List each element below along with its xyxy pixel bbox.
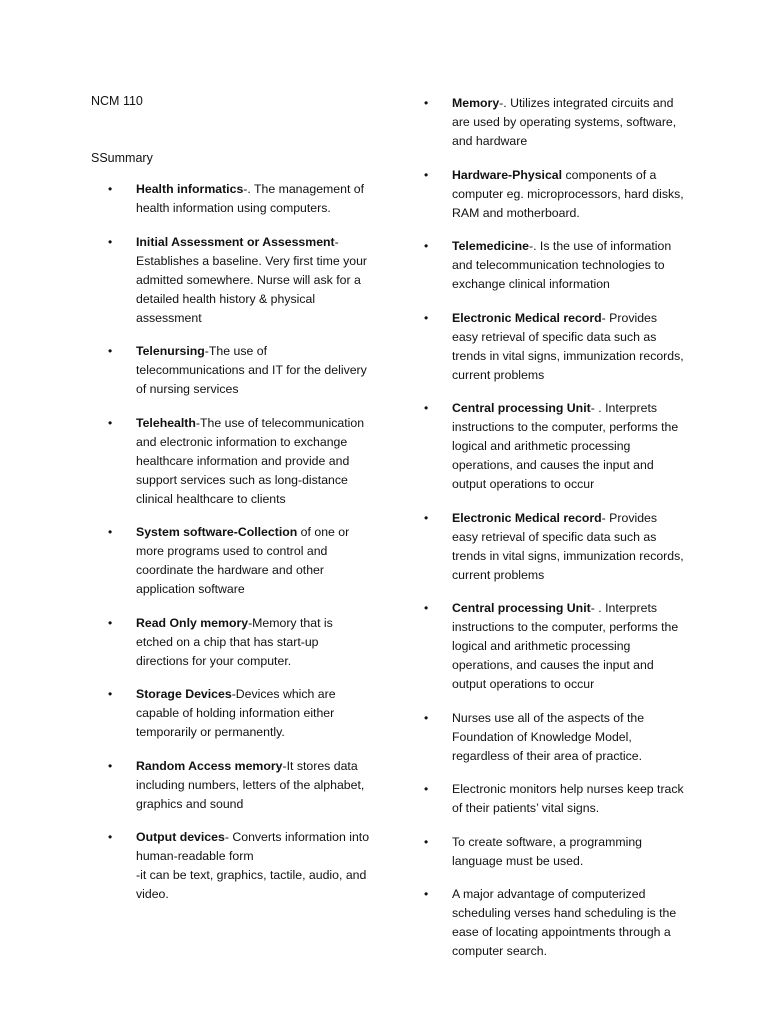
definition: -Establishes a baseline. Very first time your admitted somewhere. Nurse will ask for a detailed health history & physical assessment	[136, 234, 368, 325]
list-item	[424, 709, 686, 766]
definition: - . Interprets instructions to the computer, performs the logical and arithmetic processing operations, and causes the input and output operations to occur	[452, 601, 679, 691]
bullet-icon: •	[108, 830, 113, 844]
bullet-icon: •	[424, 510, 429, 525]
list-item	[424, 833, 686, 871]
bullet-icon: •	[108, 234, 113, 249]
list-item	[108, 233, 370, 328]
bullet-icon: •	[108, 344, 113, 358]
bullet-icon: •	[108, 415, 113, 430]
list-item	[424, 309, 686, 385]
definition: of one or more programs used to control and coordinate the hardware and other application software	[136, 525, 350, 596]
definition: -. Utilizes integrated circuits and are used by operating systems, software, and hardware	[452, 96, 677, 148]
list-item	[424, 599, 686, 694]
definition: -Memory that is etched on a chip that has start-up directions for your computer.	[136, 615, 333, 668]
summary-heading: SSummary	[91, 151, 153, 165]
bullet-icon: •	[424, 601, 429, 615]
list-item	[108, 342, 370, 399]
list-item	[108, 414, 370, 509]
definition: -Devices which are capable of holding information either temporarily or permanently.	[136, 687, 336, 739]
definition: - Converts information into human-readable form -it can be text, graphics, tactile, audio, and video.	[136, 830, 370, 901]
definition: -It stores data including numbers, letters of the alphabet, graphics and sound	[136, 758, 365, 811]
term: Storage Devices	[136, 687, 232, 701]
definition: A major advantage of computerized scheduling verses hand scheduling is the ease of locating appointments through a computer search.	[452, 887, 677, 958]
list-item	[424, 94, 686, 151]
term: Initial Assessment or Assessment	[136, 234, 335, 249]
term: Output devices	[136, 830, 225, 844]
bullet-icon: •	[424, 239, 429, 253]
bullet-icon: •	[108, 758, 113, 773]
list-item	[424, 509, 686, 585]
bullet-icon: •	[424, 710, 429, 725]
bullet-icon: •	[108, 182, 113, 196]
bullet-icon: •	[424, 167, 429, 182]
bullet-icon: •	[424, 834, 429, 849]
definition: - Provides easy retrieval of specific data such as trends in vital signs, immunization records, current problems	[452, 510, 684, 582]
list-item	[424, 399, 686, 494]
list-item	[424, 237, 686, 294]
definition: -The use of telecommunications and IT for the delivery of nursing services	[136, 344, 367, 396]
bullet-icon: •	[424, 782, 429, 796]
list-item	[424, 166, 686, 223]
bullet-icon: •	[424, 310, 429, 325]
bullet-icon: •	[424, 401, 429, 415]
list-item	[108, 523, 370, 599]
term: Health informatics	[136, 182, 244, 196]
list-item	[108, 685, 370, 742]
term: Central processing Unit	[452, 601, 591, 615]
bullet-icon: •	[108, 687, 113, 701]
definition: -. The management of health information using computers.	[136, 182, 365, 215]
document-title: NCM 110	[91, 94, 143, 108]
list-item	[108, 180, 370, 218]
definition: - Provides easy retrieval of specific data such as trends in vital signs, immunization records, current problems	[452, 310, 684, 382]
term: Telenursing	[136, 344, 205, 358]
term: Electronic Medical record	[452, 310, 602, 325]
bullet-icon: •	[424, 887, 429, 901]
bullet-icon: •	[424, 96, 429, 110]
right-column	[424, 94, 686, 976]
term: Read Only memory	[136, 615, 249, 630]
term: System software-Collection	[136, 525, 298, 539]
term: Telemedicine	[452, 239, 529, 253]
definition: -. Is the use of information and telecommunication technologies to exchange clinical information	[452, 239, 672, 291]
term: Telehealth	[136, 415, 196, 430]
bullet-icon: •	[108, 615, 113, 630]
list-item	[424, 885, 686, 961]
term: Hardware-Physical	[452, 167, 563, 182]
term: Central processing Unit	[452, 401, 591, 415]
list-item	[424, 780, 686, 818]
definition: -The use of telecommunication and electronic information to exchange healthcare information and provide and support services such as long-distance clinical healthcare to clients	[136, 415, 365, 506]
term: Memory	[452, 96, 500, 110]
definition: - . Interprets instructions to the computer, performs the logical and arithmetic processing operations, and causes the input and output operations to occur	[452, 401, 679, 491]
list-item	[108, 614, 370, 671]
list-item	[108, 757, 370, 814]
term: Electronic Medical record	[452, 510, 602, 525]
bullet-icon: •	[108, 525, 113, 539]
definition: To create software, a programming language must be used.	[452, 834, 643, 868]
definition: Electronic monitors help nurses keep track of their patients’ vital signs.	[452, 782, 684, 815]
term: Random Access memory	[136, 758, 283, 773]
definition: Nurses use all of the aspects of the Foundation of Knowledge Model, regardless of their area of practice.	[452, 710, 645, 763]
definition: components of a computer eg. microprocessors, hard disks, RAM and motherboard.	[452, 167, 684, 220]
left-column	[108, 180, 370, 919]
list-item	[108, 828, 370, 904]
